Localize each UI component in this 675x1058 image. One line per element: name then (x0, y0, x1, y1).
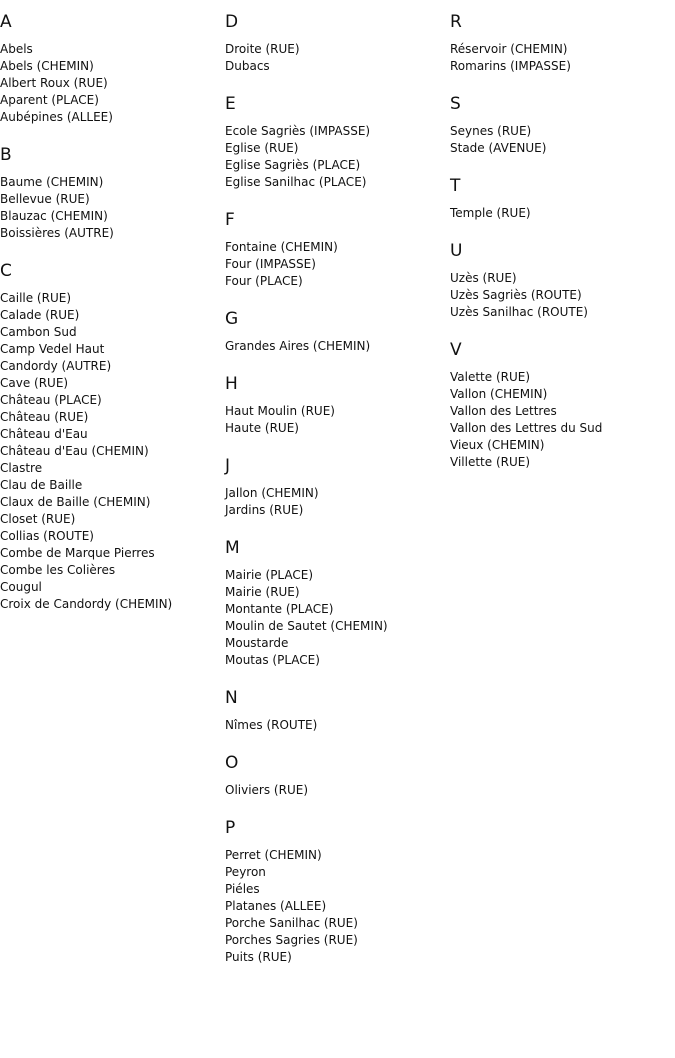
letter-section-e (225, 93, 449, 191)
street-link-uzes-rue[interactable]: Uzès (RUE) (450, 271, 517, 285)
street-link-albert-roux-rue[interactable]: Albert Roux (RUE) (0, 76, 108, 90)
section-letter-heading: G (225, 309, 239, 329)
street-link-moulin-de-sautet-chemin[interactable]: Moulin de Sautet (CHEMIN) (225, 619, 388, 633)
street-link-dubacs[interactable]: Dubacs (225, 59, 270, 73)
street-list (225, 41, 449, 75)
letter-section-a (0, 11, 224, 126)
street-link-camp-vedel-haut[interactable]: Camp Vedel Haut (0, 342, 105, 356)
street-link-seynes-rue[interactable]: Seynes (RUE) (450, 124, 532, 138)
street-link-montante-place[interactable]: Montante (PLACE) (225, 602, 334, 616)
street-link-romarins-impasse[interactable]: Romarins (IMPASSE) (450, 59, 571, 73)
letter-section-t (450, 175, 674, 222)
street-link-clau-de-baille[interactable]: Clau de Baille (0, 478, 83, 492)
street-list (450, 123, 674, 157)
street-link-cambon-sud[interactable]: Cambon Sud (0, 325, 77, 339)
street-list (225, 485, 449, 519)
street-link-claux-de-baille-chemin[interactable]: Claux de Baille (CHEMIN) (0, 495, 151, 509)
section-letter-heading: N (225, 688, 238, 708)
street-link-haute-rue[interactable]: Haute (RUE) (225, 421, 299, 435)
street-link-perret-chemin[interactable]: Perret (CHEMIN) (225, 848, 322, 862)
street-link-peyron[interactable]: Peyron (225, 865, 266, 879)
street-list (225, 567, 449, 669)
street-link-eglise-sagries-place[interactable]: Eglise Sagriès (PLACE) (225, 158, 361, 172)
letter-section-b (0, 144, 224, 242)
street-link-platanes-allee[interactable]: Platanes (ALLEE) (225, 899, 327, 913)
street-link-porche-sanilhac-rue[interactable]: Porche Sanilhac (RUE) (225, 916, 358, 930)
street-link-caille-rue[interactable]: Caille (RUE) (0, 291, 71, 305)
street-list (225, 847, 449, 966)
section-letter-heading: E (225, 94, 236, 114)
street-list (0, 290, 224, 613)
letter-section-j (225, 455, 449, 519)
section-letter-heading: O (225, 753, 239, 773)
street-link-four-impasse[interactable]: Four (IMPASSE) (225, 257, 316, 271)
street-link-grandes-aires-chemin[interactable]: Grandes Aires (CHEMIN) (225, 339, 371, 353)
street-link-cougul[interactable]: Cougul (0, 580, 42, 594)
street-link-uzes-sagries-route[interactable]: Uzès Sagriès (ROUTE) (450, 288, 582, 302)
street-link-uzes-sanilhac-route[interactable]: Uzès Sanilhac (ROUTE) (450, 305, 588, 319)
street-link-chateau-d-eau-chemin[interactable]: Château d'Eau (CHEMIN) (0, 444, 149, 458)
street-link-moustarde[interactable]: Moustarde (225, 636, 289, 650)
street-link-ecole-sagries-impasse[interactable]: Ecole Sagriès (IMPASSE) (225, 124, 371, 138)
street-link-droite-rue[interactable]: Droite (RUE) (225, 42, 300, 56)
street-list (225, 717, 449, 734)
section-letter-heading: C (0, 261, 12, 281)
street-link-haut-moulin-rue[interactable]: Haut Moulin (RUE) (225, 404, 335, 418)
street-link-mairie-place[interactable]: Mairie (PLACE) (225, 568, 314, 582)
section-letter-heading: T (450, 176, 461, 196)
letter-section-d (225, 11, 449, 75)
letter-section-n (225, 687, 449, 734)
street-link-vallon-chemin[interactable]: Vallon (CHEMIN) (450, 387, 548, 401)
street-link-four-place[interactable]: Four (PLACE) (225, 274, 303, 288)
letter-section-f (225, 209, 449, 290)
street-link-combe-de-marque-pierres[interactable]: Combe de Marque Pierres (0, 546, 155, 560)
section-letter-heading: R (450, 12, 462, 32)
street-link-aparent-place[interactable]: Aparent (PLACE) (0, 93, 99, 107)
street-link-jallon-chemin[interactable]: Jallon (CHEMIN) (225, 486, 319, 500)
street-link-vallon-des-lettres-du-sud[interactable]: Vallon des Lettres du Sud (450, 421, 603, 435)
street-link-temple-rue[interactable]: Temple (RUE) (450, 206, 531, 220)
index-column (225, 11, 449, 984)
letter-section-u (450, 240, 674, 321)
street-link-vallon-des-lettres[interactable]: Vallon des Lettres (450, 404, 557, 418)
street-link-boissieres-autre[interactable]: Boissières (AUTRE) (0, 226, 114, 240)
street-link-nimes-route[interactable]: Nîmes (ROUTE) (225, 718, 318, 732)
letter-section-p (225, 817, 449, 966)
street-link-fontaine-chemin[interactable]: Fontaine (CHEMIN) (225, 240, 338, 254)
street-link-baume-chemin[interactable]: Baume (CHEMIN) (0, 175, 104, 189)
section-letter-heading: J (225, 456, 231, 476)
letter-section-r (450, 11, 674, 75)
street-link-porches-sagries-rue[interactable]: Porches Sagries (RUE) (225, 933, 358, 947)
section-letter-heading: F (225, 210, 235, 230)
street-list (450, 369, 674, 471)
street-link-closet-rue[interactable]: Closet (RUE) (0, 512, 76, 526)
street-link-candordy-autre[interactable]: Candordy (AUTRE) (0, 359, 112, 373)
index-column (450, 11, 674, 489)
street-link-blauzac-chemin[interactable]: Blauzac (CHEMIN) (0, 209, 108, 223)
street-list (225, 338, 449, 355)
street-link-chateau-rue[interactable]: Château (RUE) (0, 410, 89, 424)
street-link-pieles[interactable]: Piéles (225, 882, 260, 896)
street-link-stade-avenue[interactable]: Stade (AVENUE) (450, 141, 547, 155)
section-letter-heading: S (450, 94, 461, 114)
section-letter-heading: P (225, 818, 236, 838)
street-link-jardins-rue[interactable]: Jardins (RUE) (225, 503, 304, 517)
section-letter-heading: D (225, 12, 239, 32)
index-column (0, 11, 224, 631)
street-link-abels-chemin[interactable]: Abels (CHEMIN) (0, 59, 94, 73)
section-letter-heading: V (450, 340, 462, 360)
street-link-mairie-rue[interactable]: Mairie (RUE) (225, 585, 300, 599)
street-link-croix-de-candordy-chemin[interactable]: Croix de Candordy (CHEMIN) (0, 597, 173, 611)
section-letter-heading: M (225, 538, 240, 558)
section-letter-heading: A (0, 12, 12, 32)
street-link-clastre[interactable]: Clastre (0, 461, 43, 475)
street-list (0, 41, 224, 126)
street-link-eglise-sanilhac-place[interactable]: Eglise Sanilhac (PLACE) (225, 175, 367, 189)
street-list (225, 239, 449, 290)
letter-section-c (0, 260, 224, 613)
letter-section-v (450, 339, 674, 471)
section-letter-heading: B (0, 145, 12, 165)
street-list (225, 123, 449, 191)
street-link-reservoir-chemin[interactable]: Réservoir (CHEMIN) (450, 42, 568, 56)
street-list (450, 205, 674, 222)
street-link-oliviers-rue[interactable]: Oliviers (RUE) (225, 783, 308, 797)
street-list (225, 403, 449, 437)
street-link-collias-route[interactable]: Collias (ROUTE) (0, 529, 94, 543)
street-list (225, 782, 449, 799)
street-list (0, 174, 224, 242)
street-link-chateau-d-eau[interactable]: Château d'Eau (0, 427, 88, 441)
street-link-valette-rue[interactable]: Valette (RUE) (450, 370, 531, 384)
street-link-abels[interactable]: Abels (0, 42, 33, 56)
section-letter-heading: U (450, 241, 463, 261)
letter-section-m (225, 537, 449, 669)
letter-section-o (225, 752, 449, 799)
section-letter-heading: H (225, 374, 238, 394)
street-link-moutas-place[interactable]: Moutas (PLACE) (225, 653, 320, 667)
street-link-vieux-chemin[interactable]: Vieux (CHEMIN) (450, 438, 545, 452)
street-list (450, 41, 674, 75)
street-list (450, 270, 674, 321)
street-link-aubepines-allee[interactable]: Aubépines (ALLEE) (0, 110, 113, 124)
street-link-eglise-rue[interactable]: Eglise (RUE) (225, 141, 299, 155)
street-link-puits-rue[interactable]: Puits (RUE) (225, 950, 292, 964)
street-link-bellevue-rue[interactable]: Bellevue (RUE) (0, 192, 90, 206)
street-link-villette-rue[interactable]: Villette (RUE) (450, 455, 531, 469)
letter-section-h (225, 373, 449, 437)
street-link-calade-rue[interactable]: Calade (RUE) (0, 308, 80, 322)
letter-section-g (225, 308, 449, 355)
letter-section-s (450, 93, 674, 157)
street-link-cave-rue[interactable]: Cave (RUE) (0, 376, 69, 390)
street-link-combe-les-colieres[interactable]: Combe les Colières (0, 563, 116, 577)
street-link-chateau-place[interactable]: Château (PLACE) (0, 393, 102, 407)
